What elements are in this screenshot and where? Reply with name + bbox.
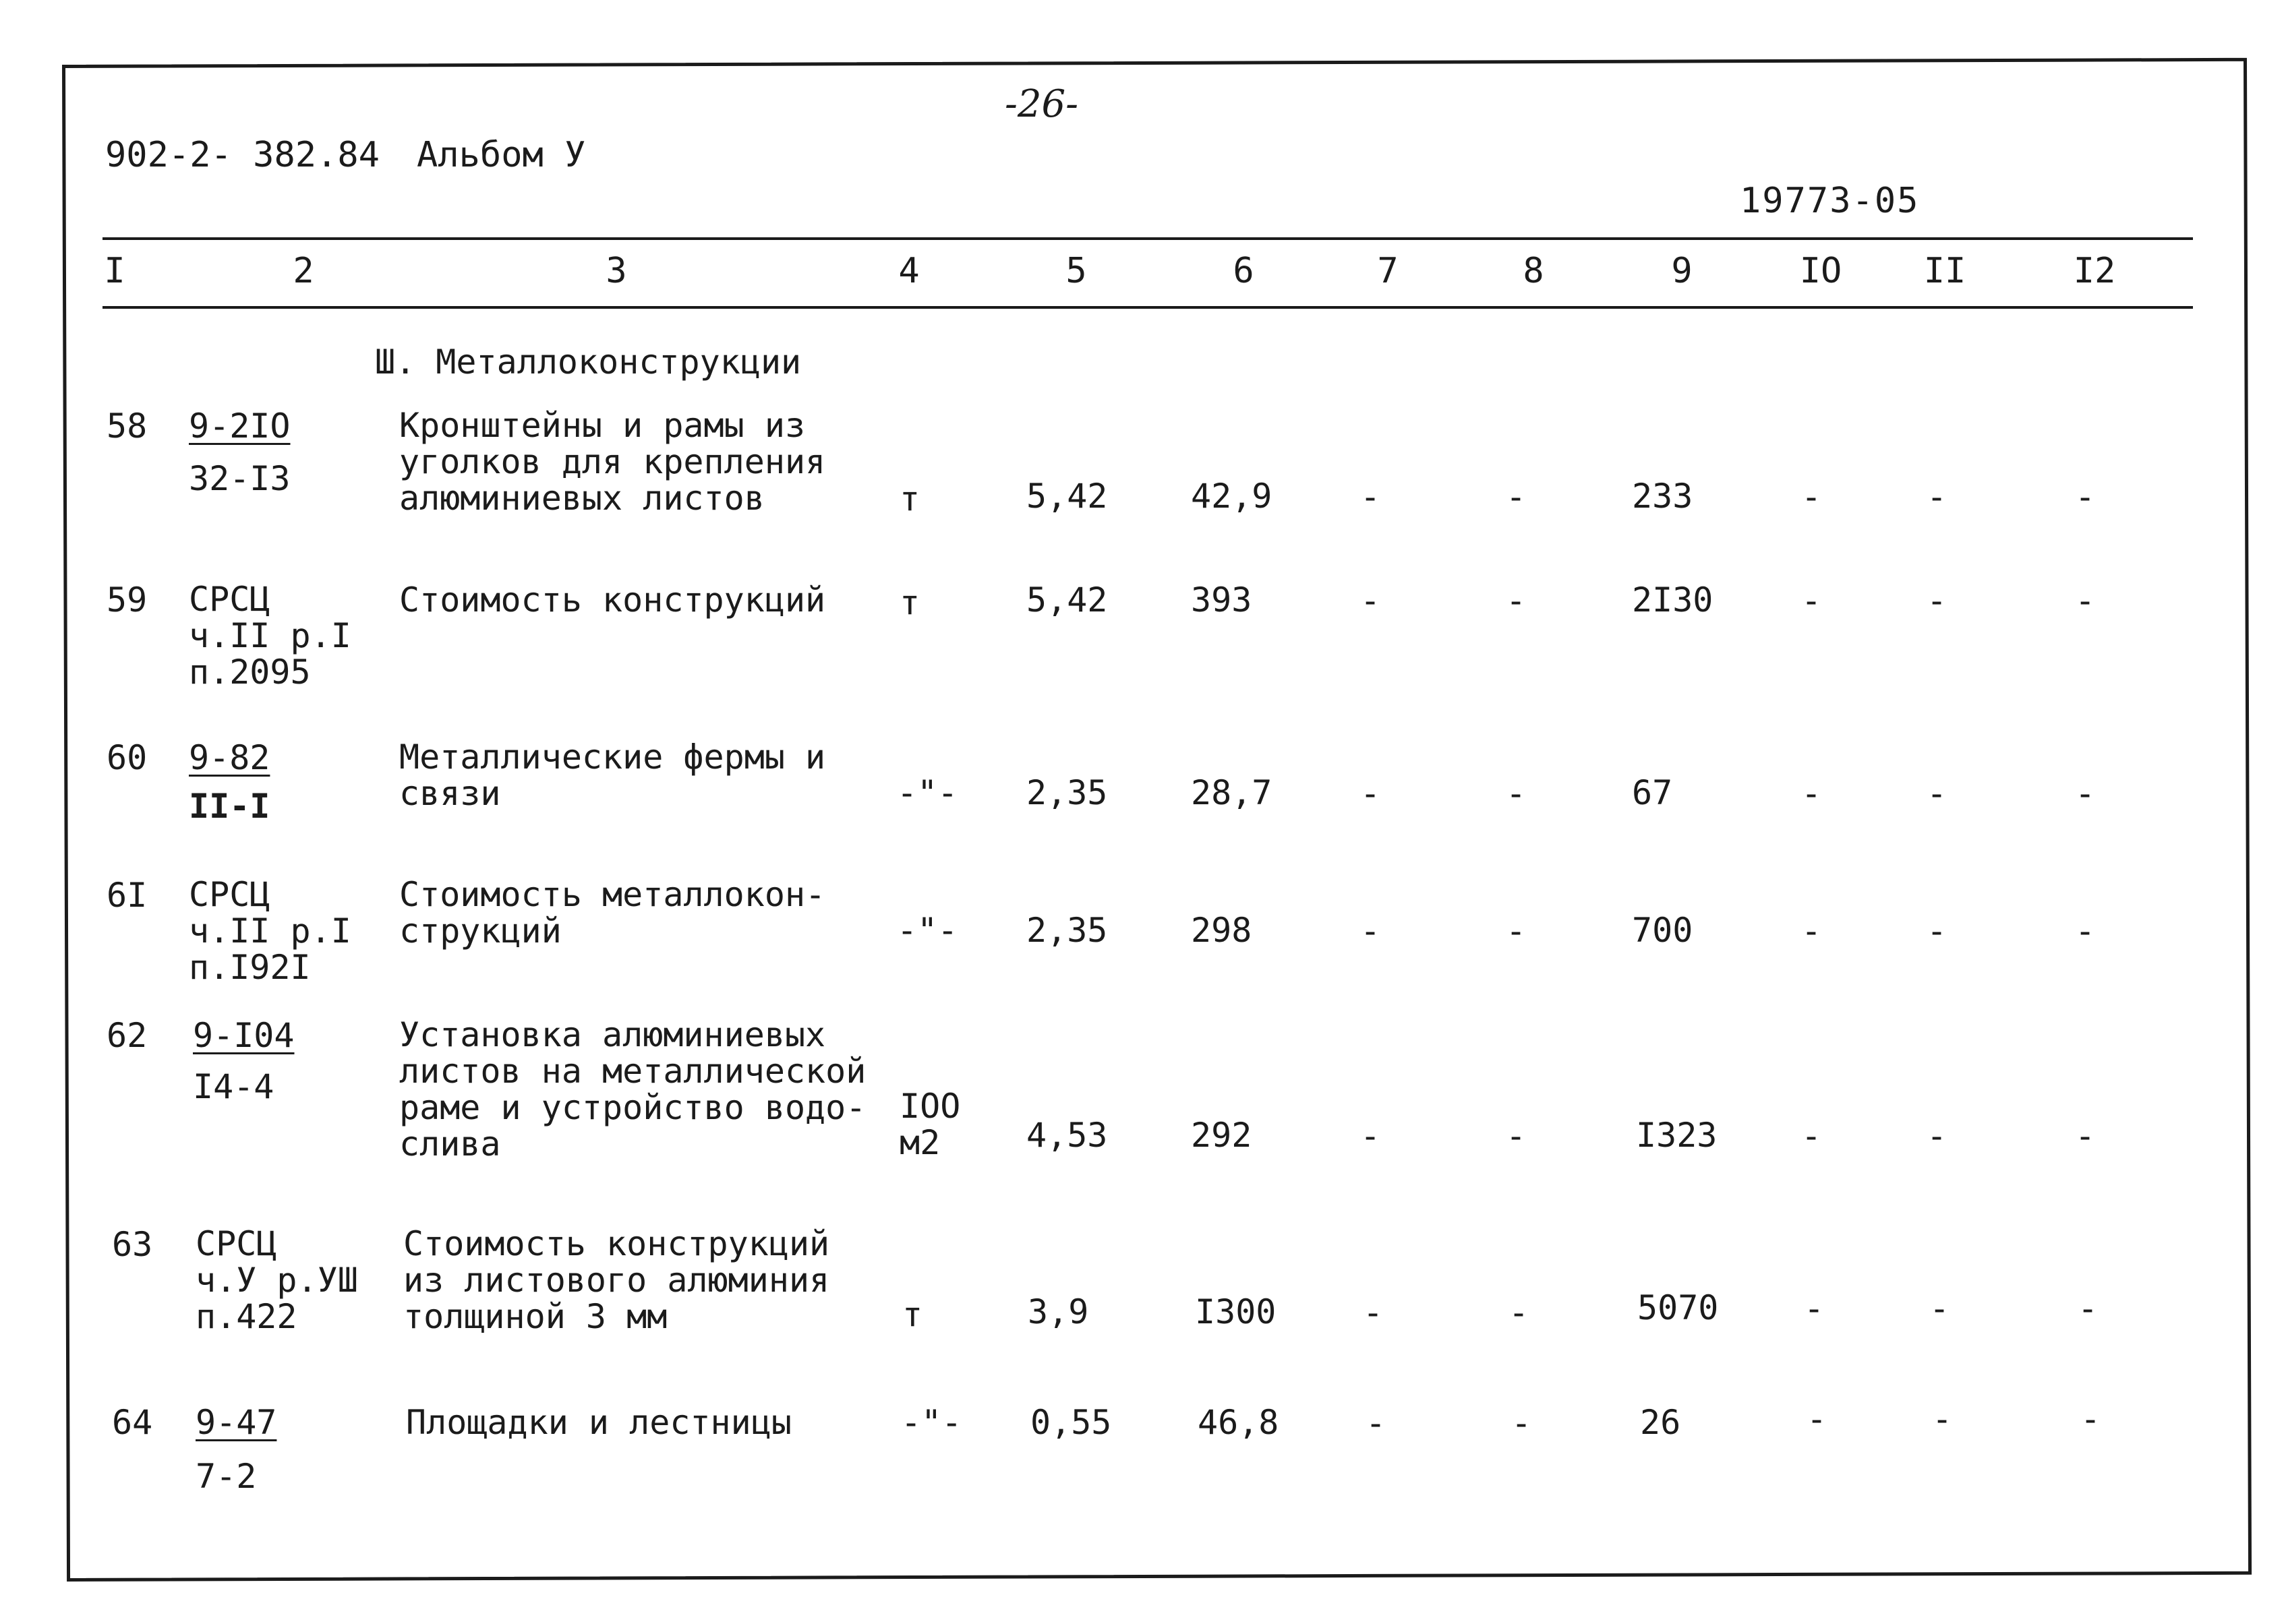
norm-reference: СРСЦ ч.II р.I п.2095 <box>189 580 351 692</box>
dash-cell: - <box>1365 1404 1386 1443</box>
dash-cell: - <box>2074 477 2096 516</box>
norm-reference: 9-47 <box>196 1403 277 1442</box>
header-rule-bottom <box>102 306 2193 309</box>
norm-table-reference: II-I <box>189 787 270 826</box>
dash-cell: - <box>2077 1289 2099 1328</box>
norm-reference: СРСЦ ч.У р.УШ п.422 <box>196 1224 358 1336</box>
unit: т <box>900 583 920 622</box>
dash-cell: - <box>1800 774 1822 813</box>
unit: -"- <box>897 911 958 950</box>
dash-cell: - <box>1806 1400 1827 1439</box>
row-number: 62 <box>107 1016 148 1055</box>
dash-cell: - <box>1505 581 1527 620</box>
total-cost: 26 <box>1640 1403 1681 1442</box>
unit-price: 393 <box>1191 580 1252 620</box>
dash-cell: - <box>1926 774 1947 813</box>
norm-table-reference: 32-I3 <box>189 459 291 498</box>
dash-cell: - <box>1359 1116 1381 1155</box>
column-number: 5 <box>1065 251 1087 291</box>
unit-price: 42,9 <box>1191 477 1272 516</box>
dash-cell: - <box>1803 1289 1825 1328</box>
dash-cell: - <box>2080 1400 2101 1439</box>
row-number: 64 <box>112 1403 153 1442</box>
column-number: 9 <box>1671 251 1693 291</box>
total-cost: 2I30 <box>1632 580 1713 620</box>
work-description: Установка алюминиевых листов на металлической раме и устройство водо- слива <box>399 1015 867 1164</box>
unit: IOO м2 <box>900 1087 961 1162</box>
work-description: Стоимость конструкций из листового алюминия толщиной 3 мм <box>403 1224 830 1336</box>
unit: т <box>902 1295 923 1334</box>
total-cost: 233 <box>1632 477 1693 516</box>
row-number: 59 <box>107 580 148 620</box>
column-number: 4 <box>898 251 920 291</box>
dash-cell: - <box>2074 911 2096 951</box>
header-rule-top <box>102 237 2193 240</box>
work-description: Кронштейны и рамы из уголков для крепления алюминиевых листов <box>399 406 826 518</box>
quantity: 2,35 <box>1026 911 1108 950</box>
norm-reference: 9-2IO <box>189 407 291 446</box>
album-label: Альбом У <box>417 135 586 175</box>
norm-reference: 9-82 <box>189 738 270 777</box>
dash-cell: - <box>1926 581 1947 620</box>
total-cost: I323 <box>1636 1116 1718 1155</box>
column-number: 7 <box>1377 251 1399 291</box>
unit-price: 298 <box>1191 911 1252 950</box>
norm-reference: 9-I04 <box>193 1016 295 1055</box>
quantity: 5,42 <box>1026 477 1108 516</box>
unit: т <box>900 479 920 518</box>
column-number: I2 <box>2073 251 2116 291</box>
row-number: 63 <box>112 1225 153 1264</box>
dash-cell: - <box>2074 774 2096 813</box>
work-description: Площадки и лестницы <box>406 1403 792 1442</box>
column-number: I <box>104 251 125 291</box>
dash-cell: - <box>1359 911 1381 951</box>
dash-cell: - <box>1505 1116 1527 1155</box>
unit-price: 28,7 <box>1191 773 1272 812</box>
dash-cell: - <box>1926 911 1947 951</box>
dash-cell: - <box>1362 1293 1384 1332</box>
row-number: 60 <box>107 738 148 777</box>
dash-cell: - <box>2074 1116 2096 1155</box>
unit-price: 292 <box>1191 1116 1252 1155</box>
total-cost: 700 <box>1632 911 1693 950</box>
inventory-number: 19773-05 <box>1740 181 1920 221</box>
column-number: 2 <box>293 251 314 291</box>
work-description: Металлические фермы и связи <box>399 738 826 813</box>
row-number: 6I <box>107 876 148 915</box>
total-cost: 5070 <box>1637 1288 1719 1327</box>
dash-cell: - <box>1359 774 1381 813</box>
dash-cell: - <box>1800 1116 1822 1155</box>
quantity: 0,55 <box>1030 1403 1112 1442</box>
dash-cell: - <box>1800 477 1822 516</box>
dash-cell: - <box>1926 477 1947 516</box>
column-number: II <box>1923 251 1966 291</box>
quantity: 5,42 <box>1026 580 1108 620</box>
unit: -"- <box>901 1403 962 1442</box>
dash-cell: - <box>1511 1404 1532 1443</box>
quantity: 4,53 <box>1026 1116 1108 1155</box>
unit: -"- <box>897 773 958 812</box>
dash-cell: - <box>1505 477 1527 516</box>
total-cost: 67 <box>1632 773 1673 812</box>
quantity: 3,9 <box>1028 1292 1089 1331</box>
quantity: 2,35 <box>1026 773 1108 812</box>
column-number: 6 <box>1233 251 1254 291</box>
dash-cell: - <box>1505 911 1527 951</box>
norm-table-reference: 7-2 <box>196 1457 257 1496</box>
column-number: 3 <box>606 251 627 291</box>
page-number: -26- <box>1005 82 1079 126</box>
norm-table-reference: I4-4 <box>193 1067 274 1106</box>
dash-cell: - <box>1800 911 1822 951</box>
dash-cell: - <box>1929 1289 1950 1328</box>
dash-cell: - <box>1926 1116 1947 1155</box>
work-description: Стоимость металлокон- струкций <box>399 875 826 951</box>
document-code: 902-2- 382.84 <box>105 135 380 175</box>
norm-reference: СРСЦ ч.II р.I п.I92I <box>189 875 351 987</box>
unit-price: 46,8 <box>1198 1403 1279 1442</box>
section-title: Ш. Металлоконструкции <box>375 342 802 382</box>
dash-cell: - <box>1359 581 1381 620</box>
column-number: IO <box>1799 251 1842 291</box>
row-number: 58 <box>107 407 148 446</box>
column-number: 8 <box>1523 251 1544 291</box>
dash-cell: - <box>1359 477 1381 516</box>
work-description: Стоимость конструкций <box>399 580 826 620</box>
dash-cell: - <box>2074 581 2096 620</box>
dash-cell: - <box>1800 581 1822 620</box>
dash-cell: - <box>1505 774 1527 813</box>
unit-price: I300 <box>1195 1292 1277 1331</box>
dash-cell: - <box>1931 1400 1953 1439</box>
dash-cell: - <box>1508 1293 1529 1332</box>
